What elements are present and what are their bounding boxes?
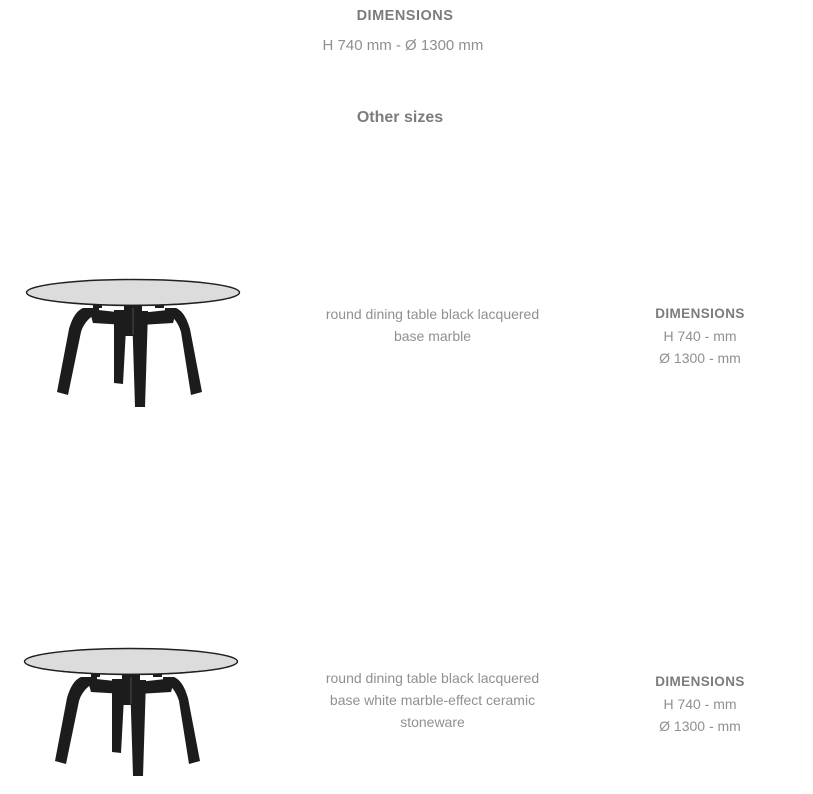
other-sizes-heading: Other sizes bbox=[356, 109, 444, 126]
dimensions-block bbox=[625, 303, 775, 369]
dimension-diameter: Ø 1300 - mm bbox=[659, 718, 741, 734]
main-dimensions-value: H 740 mm - Ø 1300 mm bbox=[322, 37, 484, 54]
description-line: round dining table black lacquered bbox=[325, 306, 540, 322]
round-dining-table-illustration bbox=[23, 646, 239, 778]
description-line: stoneware bbox=[400, 714, 465, 730]
description-line: round dining table black lacquered bbox=[325, 670, 540, 686]
product-description bbox=[285, 667, 580, 733]
dimensions-heading: DIMENSIONS bbox=[655, 674, 745, 689]
description-line: base white marble-effect ceramic bbox=[329, 692, 536, 708]
description-line: base marble bbox=[393, 328, 472, 344]
dimension-diameter: Ø 1300 - mm bbox=[659, 350, 741, 366]
dimensions-block bbox=[625, 671, 775, 737]
main-dimensions-heading: DIMENSIONS bbox=[356, 8, 454, 24]
round-dining-table-illustration bbox=[25, 278, 241, 408]
product-description bbox=[285, 303, 580, 347]
dimension-height: H 740 - mm bbox=[663, 696, 737, 712]
dimension-height: H 740 - mm bbox=[663, 328, 737, 344]
dimensions-heading: DIMENSIONS bbox=[655, 306, 745, 321]
